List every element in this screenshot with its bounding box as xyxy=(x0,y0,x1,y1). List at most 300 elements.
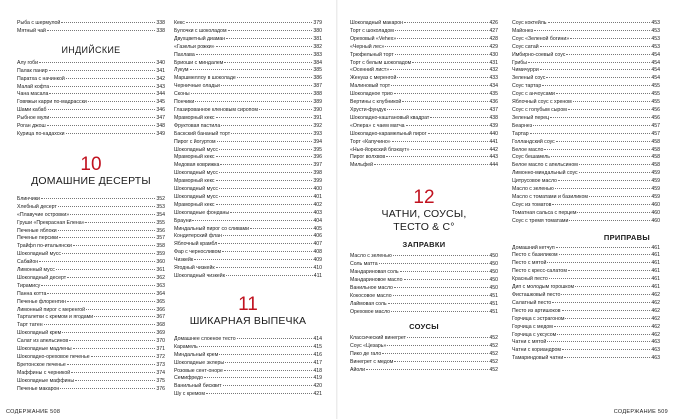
entry-page: 364 xyxy=(156,290,165,297)
entry-page: 414 xyxy=(313,335,322,342)
dot-leader xyxy=(219,149,312,150)
entry-page: 461 xyxy=(651,260,660,267)
entry-page: 452 xyxy=(489,351,498,358)
toc-entry xyxy=(512,178,660,186)
toc-entry xyxy=(174,391,322,399)
dot-leader xyxy=(47,125,156,126)
entry-page: 458 xyxy=(651,146,660,153)
entry-title: Шоколадный крем xyxy=(17,330,62,337)
toc-entry xyxy=(174,241,322,249)
toc-column-2 xyxy=(174,20,322,399)
toc-entry xyxy=(350,28,498,36)
dot-leader xyxy=(48,109,156,110)
toc-entry xyxy=(17,123,165,131)
toc-entry xyxy=(17,299,165,307)
toc-entry xyxy=(17,28,165,36)
entry-page: 359 xyxy=(156,251,165,258)
entry-title: Лаймовая соль xyxy=(350,300,387,307)
entry-title: Соус с тремя томатами xyxy=(512,217,569,224)
dot-leader xyxy=(412,62,488,63)
entry-page: 427 xyxy=(489,27,498,34)
dot-leader xyxy=(570,38,650,39)
entry-title: Пико де гало xyxy=(350,351,382,358)
entry-page: 406 xyxy=(313,233,322,240)
dot-leader xyxy=(250,228,312,229)
entry-title: Шоколадные маффины xyxy=(17,377,75,384)
toc-entry xyxy=(350,253,498,261)
dot-leader xyxy=(569,220,650,221)
toc-entry xyxy=(512,36,660,44)
entry-title: Мильфей xyxy=(350,162,373,169)
entry-title: Голландский соус xyxy=(512,138,555,145)
toc-entry xyxy=(512,268,660,276)
entry-page: 402 xyxy=(313,201,322,208)
entry-page: 450 xyxy=(489,261,498,268)
entry-title: Шоколадный мусс xyxy=(17,251,61,258)
entry-title: Тирамису xyxy=(17,282,41,289)
dot-leader xyxy=(391,85,488,86)
toc-entry xyxy=(17,362,165,370)
entry-page: 461 xyxy=(651,244,660,251)
toc-entry xyxy=(17,204,165,212)
entry-page: 382 xyxy=(313,43,322,50)
entry-title: Масло с зеленью xyxy=(350,253,392,260)
entry-page: 454 xyxy=(651,51,660,58)
entry-page: 450 xyxy=(489,269,498,276)
toc-entry xyxy=(17,267,165,275)
dot-leader xyxy=(49,70,156,71)
dot-leader xyxy=(552,302,650,303)
entry-title: Печенье макарон xyxy=(17,385,60,392)
entry-title: Шоколадно-карамельный пирог xyxy=(350,130,427,137)
entry-title: Шоколадный мусс xyxy=(174,193,218,200)
toc-entry xyxy=(17,354,165,362)
dot-leader xyxy=(548,22,651,23)
entry-page: 451 xyxy=(489,308,498,315)
toc-entry xyxy=(17,60,165,68)
entry-title: Рыба с шермулой xyxy=(17,20,61,26)
dot-leader xyxy=(407,337,488,338)
entry-page: 349 xyxy=(156,130,165,137)
dot-leader xyxy=(219,196,312,197)
toc-entry xyxy=(174,186,322,194)
entry-page: 376 xyxy=(156,385,165,392)
entry-page: 435 xyxy=(489,91,498,98)
entry-page: 450 xyxy=(489,253,498,260)
entry-page: 429 xyxy=(489,43,498,50)
toc-entry xyxy=(350,147,498,155)
entry-page: 416 xyxy=(313,351,322,358)
entry-page: 381 xyxy=(313,35,322,42)
entry-title: Горчица с медом xyxy=(512,323,553,330)
entry-page: 452 xyxy=(489,367,498,374)
toc-entry xyxy=(17,251,165,259)
entry-page: 421 xyxy=(313,391,322,398)
entry-title: Ореховый «Vehex» xyxy=(350,35,397,42)
entry-page: 343 xyxy=(156,83,165,90)
toc-entry xyxy=(350,343,498,351)
toc-entry xyxy=(174,178,322,186)
dot-leader xyxy=(540,46,651,47)
dot-leader xyxy=(216,204,313,205)
entry-page: 365 xyxy=(156,298,165,305)
dot-leader xyxy=(49,93,155,94)
entry-title: Малиновый торт xyxy=(350,83,391,90)
dot-leader xyxy=(544,149,650,150)
entry-title: Соус с голубым сыром xyxy=(512,106,567,113)
dot-leader xyxy=(186,22,313,23)
entry-title: Соус «Зеленой богини» xyxy=(512,35,570,42)
entry-page: 360 xyxy=(156,259,165,266)
toc-entry xyxy=(174,75,322,83)
indian-subtitle: ИНДИЙСКИЕ xyxy=(61,44,121,55)
entry-page: 345 xyxy=(156,99,165,106)
dot-leader xyxy=(216,180,313,181)
entry-page: 357 xyxy=(156,235,165,242)
entry-title: Груши «Прекрасная Елена» xyxy=(17,219,85,226)
toc-entry xyxy=(174,257,322,265)
entry-page: 461 xyxy=(651,276,660,283)
entry-page: 459 xyxy=(651,170,660,177)
toc-entry xyxy=(17,283,165,291)
entry-title: Соус тартар xyxy=(512,83,542,90)
entry-title: Вертины с клубникой xyxy=(350,99,402,106)
toc-entry xyxy=(512,83,660,91)
dot-leader xyxy=(218,243,312,244)
entry-title: Лимонный пирог с меренгой xyxy=(17,306,86,313)
entry-title: Лимонный мусс xyxy=(17,267,55,274)
entry-title: Лукум xyxy=(174,67,189,74)
entry-page: 348 xyxy=(156,123,165,130)
entry-page: 459 xyxy=(651,178,660,185)
entry-page: 436 xyxy=(489,99,498,106)
entry-title: Чатни с кориандром xyxy=(512,347,561,354)
toc-entry xyxy=(17,378,165,386)
toc-entry xyxy=(174,210,322,218)
entry-title: Бретонское печенье xyxy=(17,361,66,368)
dot-leader xyxy=(379,263,489,264)
toc-entry xyxy=(350,123,498,131)
entry-title: Чана масала xyxy=(17,91,49,98)
entry-title: Майонез xyxy=(512,27,534,34)
entry-title: Семифредо xyxy=(174,375,203,382)
entry-page: 392 xyxy=(313,122,322,129)
toc-entry xyxy=(512,186,660,194)
entry-page: 356 xyxy=(156,227,165,234)
dot-leader xyxy=(62,332,155,333)
dot-leader xyxy=(217,141,313,142)
page-fold xyxy=(336,0,338,419)
entry-title: Мятный чай xyxy=(17,27,46,34)
toc-column-4 xyxy=(512,20,660,363)
toc-entry xyxy=(512,308,660,316)
dot-leader xyxy=(39,261,155,262)
entry-page: 437 xyxy=(489,106,498,113)
dot-leader xyxy=(206,393,312,394)
dot-leader xyxy=(390,69,488,70)
entry-page: 338 xyxy=(156,20,165,26)
toc-entry xyxy=(512,115,660,123)
entry-page: 408 xyxy=(313,249,322,256)
entry-title: «Газельи рожки» xyxy=(174,43,215,50)
dot-leader xyxy=(58,230,156,231)
entry-title: Карамель xyxy=(174,343,198,350)
entry-page: 426 xyxy=(489,20,498,26)
toc-entry xyxy=(512,355,660,363)
entry-title: Рыбное мули xyxy=(17,115,50,122)
dot-leader xyxy=(221,125,312,126)
entry-page: 415 xyxy=(313,343,322,350)
entry-page: 455 xyxy=(651,91,660,98)
entry-title: Винегрет с медом xyxy=(350,359,394,366)
dot-leader xyxy=(579,164,650,165)
entry-page: 386 xyxy=(313,75,322,82)
entry-page: 451 xyxy=(489,292,498,299)
dot-leader xyxy=(565,318,650,319)
toc-entry xyxy=(350,277,498,285)
entry-page: 460 xyxy=(651,209,660,216)
entry-title: Фруктовая пастила xyxy=(174,122,221,129)
toc-entry xyxy=(174,83,322,91)
toc-entry xyxy=(17,107,165,115)
toc-entry xyxy=(512,170,660,178)
dot-leader xyxy=(73,245,155,246)
entry-page: 458 xyxy=(651,154,660,161)
toc-entry xyxy=(174,91,322,99)
toc-entry xyxy=(174,115,322,123)
entry-title: Мраморный кекс xyxy=(174,114,215,121)
dot-leader xyxy=(391,311,488,312)
section-title: ШИКАРНАЯ ВЫПЕЧКА xyxy=(189,314,307,327)
dot-leader xyxy=(47,293,155,294)
entry-page: 385 xyxy=(313,67,322,74)
dot-leader xyxy=(428,133,489,134)
page-footer-left: СОДЕРЖАНИЕ 508 xyxy=(6,409,61,415)
entry-title: Масло с томатами и базиликом xyxy=(512,193,588,200)
entry-page: 390 xyxy=(313,106,322,113)
toc-entry xyxy=(350,293,498,301)
toc-entry xyxy=(350,261,498,269)
toc-entry xyxy=(17,76,165,84)
toc-entry xyxy=(174,202,322,210)
dot-leader xyxy=(411,149,489,150)
entry-page: 418 xyxy=(313,367,322,374)
entry-title: Бриоши с миндалем xyxy=(174,59,224,66)
entry-page: 380 xyxy=(313,27,322,34)
entry-title: Кекс xyxy=(174,20,185,26)
dot-leader xyxy=(219,188,312,189)
toc-entry xyxy=(174,52,322,60)
entry-page: 458 xyxy=(651,138,660,145)
entry-title: Торт «Капучино» xyxy=(350,138,391,145)
entry-page: 434 xyxy=(489,83,498,90)
entry-page: 453 xyxy=(651,27,660,34)
entry-title: Соус бешамель xyxy=(512,154,550,161)
toc-entry xyxy=(512,75,660,83)
entry-title: «Опера» с чаем матча xyxy=(350,122,405,129)
entry-title: Тартар xyxy=(512,130,529,137)
dot-leader xyxy=(540,69,651,70)
entry-title: Трайфл по-итальянски xyxy=(17,243,72,250)
dot-leader xyxy=(237,338,313,339)
toc-entry xyxy=(17,307,165,315)
toc-entry xyxy=(512,284,660,292)
entry-title: Томатная сальса с перцем xyxy=(512,209,577,216)
entry-title: Брауни xyxy=(174,217,192,224)
toc-entry xyxy=(174,265,322,273)
toc-entry xyxy=(174,20,322,28)
toc-entry xyxy=(512,324,660,332)
entry-title: «Черный лес» xyxy=(350,43,385,50)
entry-title: Маффины с черникой xyxy=(17,369,71,376)
toc-entry xyxy=(17,314,165,322)
entry-page: 457 xyxy=(651,122,660,129)
entry-page: 456 xyxy=(651,106,660,113)
entry-page: 398 xyxy=(313,170,322,177)
toc-entry xyxy=(512,44,660,52)
entry-title: Мандариновое масло xyxy=(350,276,403,283)
entry-page: 355 xyxy=(156,219,165,226)
toc-entry xyxy=(174,336,322,344)
entry-title: Кондитерский флан xyxy=(174,233,222,240)
entry-title: Шами кабаб xyxy=(17,107,47,114)
entry-title: Панна котта xyxy=(17,290,47,297)
toc-column-3 xyxy=(350,20,498,375)
dot-leader xyxy=(228,30,313,31)
dot-leader xyxy=(395,54,489,55)
entry-page: 396 xyxy=(313,154,322,161)
entry-title: Белое масло с апельсином xyxy=(512,162,578,169)
entry-page: 366 xyxy=(156,306,165,313)
entry-page: 460 xyxy=(651,217,660,224)
entry-title: Грибы xyxy=(512,59,527,66)
entry-title: Чизкейк xyxy=(174,257,194,264)
toc-entry xyxy=(17,275,165,283)
dot-leader xyxy=(216,46,313,47)
dot-leader xyxy=(393,295,489,296)
dot-leader xyxy=(533,125,650,126)
toc-entry xyxy=(512,202,660,210)
toc-column-1 xyxy=(17,20,165,394)
dot-leader xyxy=(397,77,488,78)
entry-title: Айоли xyxy=(350,367,366,374)
dot-leader xyxy=(216,267,313,268)
dot-leader xyxy=(555,188,651,189)
toc-entry xyxy=(174,194,322,202)
entry-title: Тамариндовый чатни xyxy=(512,355,564,362)
toc-entry xyxy=(512,276,660,284)
section-number: 12 xyxy=(413,187,435,209)
entry-page: 462 xyxy=(651,307,660,314)
dot-leader xyxy=(552,204,650,205)
entry-title: Сабайон xyxy=(17,259,39,266)
toc-entry xyxy=(512,131,660,139)
dot-leader xyxy=(58,206,156,207)
dot-leader xyxy=(547,341,650,342)
toc-entry xyxy=(174,352,322,360)
dot-leader xyxy=(392,141,489,142)
dot-leader xyxy=(374,164,488,165)
entry-title: «Нью-йоркский блэкаут» xyxy=(350,146,410,153)
dot-leader xyxy=(195,101,312,102)
toc-entry xyxy=(174,36,322,44)
dot-leader xyxy=(534,30,650,31)
entry-page: 400 xyxy=(313,186,322,193)
entry-page: 399 xyxy=(313,178,322,185)
entry-title: Песто с мятой xyxy=(512,260,547,267)
dot-leader xyxy=(259,109,312,110)
toc-entry xyxy=(350,285,498,293)
entry-page: 452 xyxy=(489,335,498,342)
entry-page: 451 xyxy=(489,300,498,307)
entry-page: 391 xyxy=(313,114,322,121)
entry-title: Масло с зеленью xyxy=(512,186,554,193)
entry-title: Песто с кресс-салатом xyxy=(512,268,567,275)
toc-entry xyxy=(512,147,660,155)
entry-title: Классический винегрет xyxy=(350,335,406,342)
toc-entry xyxy=(350,351,498,359)
toc-entry xyxy=(512,28,660,36)
entry-page: 463 xyxy=(651,339,660,346)
entry-title: Печенье флорентин xyxy=(17,298,66,305)
dot-leader xyxy=(220,164,312,165)
entry-page: 372 xyxy=(156,354,165,360)
entry-page: 383 xyxy=(313,51,322,58)
entry-page: 407 xyxy=(313,241,322,248)
entry-title: Мраморный кекс xyxy=(174,178,215,185)
entry-page: 341 xyxy=(156,67,165,74)
toc-entry xyxy=(17,228,165,236)
dot-leader xyxy=(387,345,488,346)
entry-title: Шоколадный чизкейк xyxy=(174,273,225,279)
dot-leader xyxy=(386,156,488,157)
toc-entry xyxy=(17,291,165,299)
dot-leader xyxy=(230,212,312,213)
toc-entry xyxy=(17,68,165,76)
toc-entry xyxy=(512,218,660,226)
toc-entry xyxy=(512,99,660,107)
toc-entry xyxy=(174,249,322,257)
toc-entry xyxy=(174,123,322,131)
dot-leader xyxy=(589,196,650,197)
dot-leader xyxy=(44,324,156,325)
dot-leader xyxy=(223,235,313,236)
entry-title: Торт с белым шоколадом xyxy=(350,59,412,66)
entry-page: 338 xyxy=(156,27,165,34)
dot-leader xyxy=(579,172,651,173)
dot-leader xyxy=(73,348,156,349)
entry-page: 453 xyxy=(651,35,660,42)
entry-title: Печеные яблоки xyxy=(17,227,57,234)
toc-entry xyxy=(17,84,165,92)
entry-page: 450 xyxy=(489,276,498,283)
entry-page: 441 xyxy=(489,138,498,145)
toc-entry xyxy=(174,107,322,115)
toc-entry xyxy=(512,210,660,218)
toc-entry xyxy=(174,218,322,226)
entry-page: 347 xyxy=(156,115,165,122)
dot-leader xyxy=(430,117,488,118)
toc-entry xyxy=(17,20,165,28)
toc-entry xyxy=(174,60,322,68)
dot-leader xyxy=(219,172,312,173)
dot-leader xyxy=(60,388,155,389)
toc-entry xyxy=(17,196,165,204)
entry-page: 453 xyxy=(651,20,660,26)
dot-leader xyxy=(41,198,155,199)
entry-title: Розовые сент-оноре xyxy=(174,367,223,374)
dot-leader xyxy=(561,294,650,295)
